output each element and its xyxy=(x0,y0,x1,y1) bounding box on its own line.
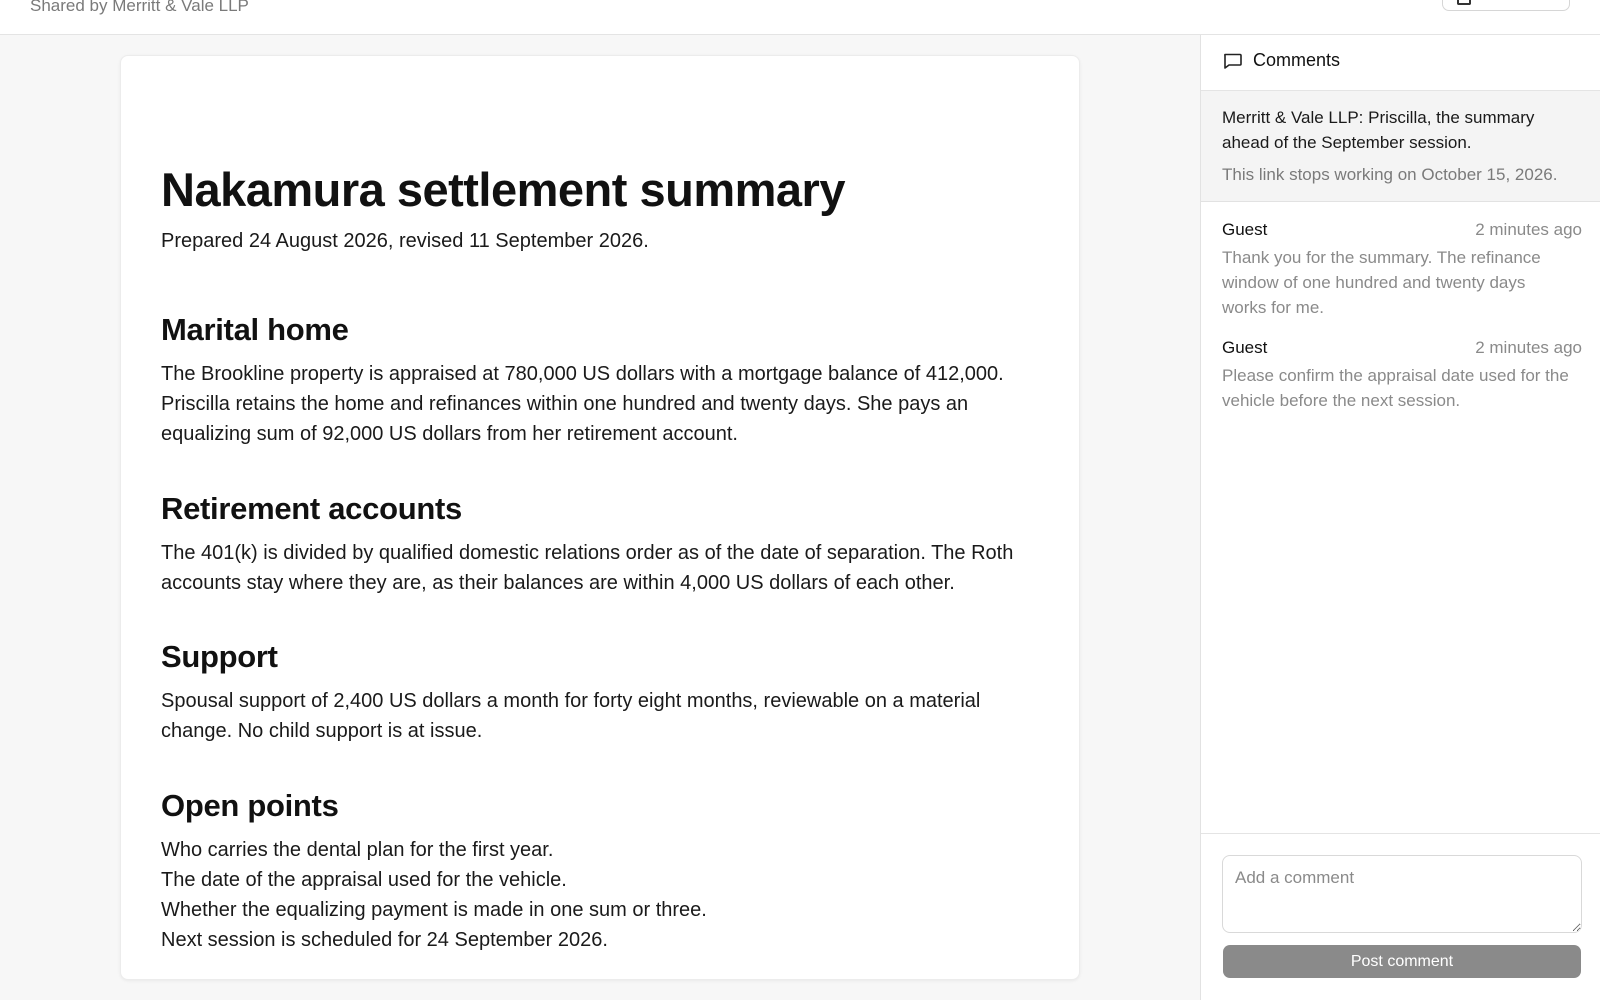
comment-text: Thank you for the summary. The refinance window of one hundred and twenty days works for me. xyxy=(1222,248,1541,317)
comment-composer xyxy=(1201,833,1600,1000)
comments-title: Comments xyxy=(1253,50,1341,70)
shared-by-label: Shared by Merritt & Vale LLP xyxy=(30,0,249,15)
section-heading-retirement-accounts: Retirement accounts xyxy=(161,491,462,526)
section-heading-support: Support xyxy=(161,639,278,674)
document-title: Nakamura settlement summary xyxy=(161,163,845,216)
comments-header xyxy=(1201,35,1600,91)
open-points-list xyxy=(161,835,1041,955)
comment-author: Guest xyxy=(1222,220,1268,239)
section-body-marital-home: The Brookline property is appraised at 780,000 US dollars with a mortgage balance of 412,000. Priscilla retains the home and refinances within one hundred and twenty days. She pays an equalizing sum of 92,000 US dollars from her retirement account. xyxy=(161,363,1004,445)
section-heading-marital-home: Marital home xyxy=(161,312,349,347)
print-icon xyxy=(1457,0,1471,5)
document-subtitle: Prepared 24 August 2026, revised 11 September 2026. xyxy=(161,230,649,252)
section-heading-open-points: Open points xyxy=(161,788,339,823)
comment-icon xyxy=(1223,53,1242,69)
section-body-support: Spousal support of 2,400 US dollars a month for forty eight months, reviewable on a material change. No child support is at issue. xyxy=(161,690,981,742)
section-body-retirement-accounts: The 401(k) is divided by qualified domestic relations order as of the date of separation. The Roth accounts stay where they are, as their balances are within 4,000 US dollars of each other. xyxy=(161,542,1014,594)
comment-timestamp: 2 minutes ago xyxy=(1475,220,1582,239)
document-area xyxy=(0,35,1200,1000)
share-message: Merritt & Vale LLP: Priscilla, the summary ahead of the September session. xyxy=(1222,108,1535,152)
comments-sidebar xyxy=(1200,35,1600,1000)
link-expiry-text: This link stops working on October 15, 2026. xyxy=(1222,165,1558,184)
comment-timestamp: 2 minutes ago xyxy=(1475,338,1582,357)
comment-input[interactable] xyxy=(1222,855,1582,933)
share-notice xyxy=(1201,91,1600,202)
open-point-item: Next session is scheduled for 24 September 2026. xyxy=(161,929,608,951)
comment-author: Guest xyxy=(1222,338,1268,357)
open-point-item: Who carries the dental plan for the first year. xyxy=(161,839,554,861)
open-point-item: The date of the appraisal used for the vehicle. xyxy=(161,869,567,891)
comment-text: Please confirm the appraisal date used for the vehicle before the next session. xyxy=(1222,366,1569,410)
post-comment-button[interactable]: Post comment xyxy=(1223,945,1581,978)
document-card xyxy=(120,55,1080,980)
open-point-item: Whether the equalizing payment is made in one sum or three. xyxy=(161,899,707,921)
top-bar xyxy=(0,0,1600,35)
print-button[interactable] xyxy=(1442,0,1570,11)
